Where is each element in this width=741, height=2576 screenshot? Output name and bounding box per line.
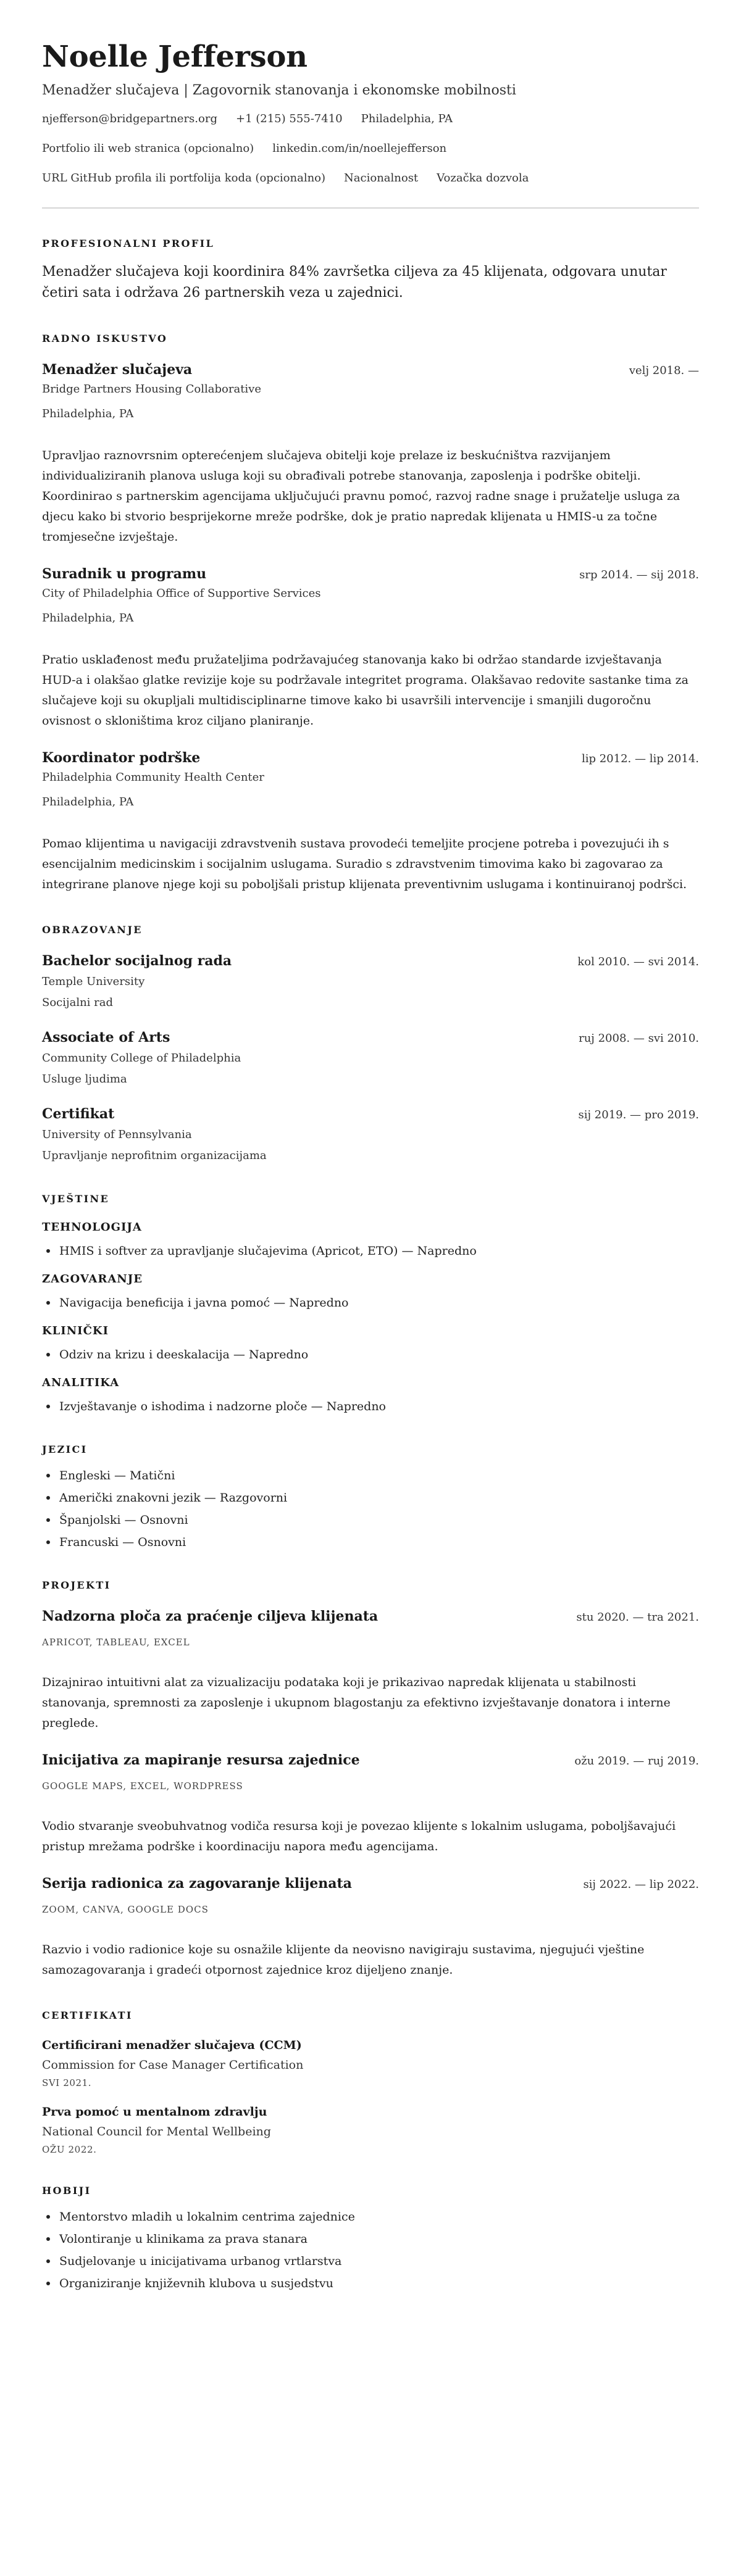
education-entry bbox=[42, 952, 699, 1011]
contact-row-extra bbox=[42, 170, 699, 186]
contact-location: Philadelphia, PA bbox=[361, 112, 453, 125]
hobby-item: Volontiranje u klinikama za prava stanara bbox=[42, 2231, 699, 2247]
degree-title: Associate of Arts bbox=[42, 1029, 170, 1045]
experience-heading: RADNO ISKUSTVO bbox=[42, 333, 168, 344]
experience-section bbox=[42, 332, 699, 895]
degree-dates: ruj 2008. — svi 2010. bbox=[579, 1032, 699, 1045]
certificate-name: Prva pomoć u mentalnom zdravlju bbox=[42, 2105, 267, 2119]
certificate-issuer: Commission for Case Manager Certification bbox=[42, 2058, 304, 2072]
job-dates: lip 2012. — lip 2014. bbox=[581, 752, 699, 765]
job-dates: velj 2018. — bbox=[629, 364, 699, 377]
job-description: Pratio usklađenost među pružateljima podržavajućeg stanovanja kako bi održao standarde izvještavanja HUD-a i olakšao glatke revizije koje su podržavale integritet programa. Olakšavao redovite sastanke tima za slučajeve koji su okupljali multidisciplinarne timove kako bi usavršili intervencije i smanjili dugoročnu ovisnost o skloništima kroz ciljano planiranje. bbox=[42, 653, 689, 728]
school-name: Community College of Philadelphia bbox=[42, 1052, 241, 1065]
project-name: Nadzorna ploča za praćenje ciljeva klijenata bbox=[42, 1608, 379, 1624]
language-item: Španjolski — Osnovni bbox=[42, 1512, 699, 1528]
skills-section bbox=[42, 1192, 699, 1415]
experience-entry bbox=[42, 749, 699, 895]
project-description: Vodio stvaranje sveobuhvatnog vodiča resursa koji je povezao klijente s lokalnim uslugama, poboljšavajući pristup mrežama podrške i koordinaciju napora među agencijama. bbox=[42, 1819, 676, 1853]
project-entry bbox=[42, 1751, 699, 1857]
hobbies-heading: HOBIJI bbox=[42, 2185, 91, 2196]
certificates-section bbox=[42, 2009, 699, 2156]
skill-list bbox=[42, 1398, 699, 1415]
hobby-item: Mentorstvo mladih u lokalnim centrima zajednice bbox=[42, 2209, 699, 2225]
skill-category: ZAGOVARANJE bbox=[42, 1273, 143, 1286]
school-name: Temple University bbox=[42, 975, 145, 988]
project-entry bbox=[42, 1607, 699, 1734]
certificate-date: OŽU 2022. bbox=[42, 2144, 97, 2155]
skill-list bbox=[42, 1347, 699, 1363]
project-description: Dizajnirao intuitivni alat za vizualizaciju podataka koji je prikazivao napredak klijenata u stabilnosti stanovanja, spremnosti za zaposlenje i ukupnom blagostanju za efektivno izvještavanje donatora i interne preglede. bbox=[42, 1676, 671, 1730]
degree-dates: sij 2019. — pro 2019. bbox=[578, 1108, 699, 1121]
job-employer: City of Philadelphia Office of Supportive Services bbox=[42, 587, 321, 600]
profile-heading: PROFESIONALNI PROFIL bbox=[42, 238, 215, 249]
project-entry bbox=[42, 1874, 699, 1980]
job-dates: srp 2014. — sij 2018. bbox=[579, 568, 699, 581]
hobby-item: Sudjelovanje u inicijativama urbanog vrtlarstva bbox=[42, 2253, 699, 2269]
skill-category: KLINIČKI bbox=[42, 1324, 109, 1337]
candidate-name: Noelle Jefferson bbox=[42, 39, 308, 74]
job-employer: Philadelphia Community Health Center bbox=[42, 771, 264, 784]
degree-dates: kol 2010. — svi 2014. bbox=[577, 955, 699, 968]
skill-category: TEHNOLOGIJA bbox=[42, 1221, 142, 1234]
project-name: Inicijativa za mapiranje resursa zajednice bbox=[42, 1752, 360, 1768]
languages-section bbox=[42, 1443, 699, 1550]
contact-driving-license: Vozačka dozvola bbox=[437, 172, 529, 185]
education-entry bbox=[42, 1105, 699, 1164]
certificate-date: SVI 2021. bbox=[42, 2077, 92, 2088]
degree-title: Bachelor socijalnog rada bbox=[42, 953, 232, 969]
job-title: Koordinator podrške bbox=[42, 750, 201, 766]
certificate-entry bbox=[42, 2104, 699, 2156]
hobbies-section bbox=[42, 2184, 699, 2291]
contact-linkedin[interactable]: linkedin.com/in/noellejefferson bbox=[272, 142, 447, 155]
certificate-name: Certificirani menadžer slučajeva (CCM) bbox=[42, 2038, 302, 2052]
skill-list bbox=[42, 1243, 699, 1259]
job-employer: Bridge Partners Housing Collaborative bbox=[42, 383, 262, 396]
contact-github[interactable]: URL GitHub profila ili portfolija koda (opcionalno) bbox=[42, 172, 326, 185]
contact-email[interactable]: njefferson@bridgepartners.org bbox=[42, 112, 217, 125]
contact-phone[interactable]: +1 (215) 555-7410 bbox=[235, 112, 343, 125]
study-field: Socijalni rad bbox=[42, 996, 114, 1009]
language-list bbox=[42, 1468, 699, 1550]
job-location: Philadelphia, PA bbox=[42, 407, 134, 420]
project-dates: sij 2022. — lip 2022. bbox=[583, 1878, 699, 1891]
language-item: Američki znakovni jezik — Razgovorni bbox=[42, 1490, 699, 1506]
project-dates: stu 2020. — tra 2021. bbox=[576, 1611, 699, 1624]
hobby-item: Organiziranje književnih klubova u susjedstvu bbox=[42, 2275, 699, 2291]
profile-summary: Menadžer slučajeva koji koordinira 84% završetka ciljeva za 45 klijenata, odgovara unutar četiri sata i održava 26 partnerskih veza u zajednici. bbox=[42, 264, 667, 301]
hobby-list bbox=[42, 2209, 699, 2291]
experience-entry bbox=[42, 360, 699, 547]
candidate-headline: Menadžer slučajeva | Zagovornik stanovanja i ekonomske mobilnosti bbox=[42, 83, 516, 98]
skill-item: Odziv na krizu i deeskalacija — Napredno bbox=[42, 1347, 699, 1363]
project-tech: GOOGLE MAPS, EXCEL, WORDPRESS bbox=[42, 1780, 243, 1792]
certificates-heading: CERTIFIKATI bbox=[42, 2009, 133, 2021]
job-title: Suradnik u programu bbox=[42, 566, 207, 582]
contact-row-primary bbox=[42, 111, 699, 127]
project-dates: ožu 2019. — ruj 2019. bbox=[574, 1755, 699, 1768]
study-field: Usluge ljudima bbox=[42, 1073, 127, 1086]
project-description: Razvio i vodio radionice koje su osnažile klijente da neovisno navigiraju sustavima, njegujući vještine samozagovaranja i gradeći otpornost zajednice kroz dijeljeno znanje. bbox=[42, 1943, 645, 1977]
study-field: Upravljanje neprofitnim organizacijama bbox=[42, 1149, 267, 1162]
education-section bbox=[42, 923, 699, 1164]
skill-item: Izvještavanje o ishodima i nadzorne ploče — Napredno bbox=[42, 1398, 699, 1415]
certificate-entry bbox=[42, 2037, 699, 2089]
certificate-issuer: National Council for Mental Wellbeing bbox=[42, 2125, 271, 2138]
languages-heading: JEZICI bbox=[42, 1444, 88, 1455]
skills-heading: VJEŠTINE bbox=[42, 1193, 110, 1205]
education-heading: OBRAZOVANJE bbox=[42, 924, 143, 936]
skill-category: ANALITIKA bbox=[42, 1376, 120, 1389]
school-name: University of Pennsylvania bbox=[42, 1128, 192, 1141]
contact-portfolio[interactable]: Portfolio ili web stranica (opcionalno) bbox=[42, 142, 254, 155]
skill-item: HMIS i softver za upravljanje slučajevima (Apricot, ETO) — Napredno bbox=[42, 1243, 699, 1259]
education-entry bbox=[42, 1028, 699, 1087]
skill-item: Navigacija beneficija i javna pomoć — Napredno bbox=[42, 1295, 699, 1311]
contact-nationality: Nacionalnost bbox=[344, 172, 419, 185]
project-tech: APRICOT, TABLEAU, EXCEL bbox=[42, 1637, 190, 1648]
projects-section bbox=[42, 1579, 699, 1980]
experience-entry bbox=[42, 565, 699, 731]
contact-row-links bbox=[42, 141, 699, 157]
skill-list bbox=[42, 1295, 699, 1311]
job-description: Pomao klijentima u navigaciji zdravstvenih sustava provodeći temeljite procjene potreba i povezujući ih s esencijalnim medicinskim i socijalnim uslugama. Suradio s zdravstvenim timovima kako bi zagovarao za integrirane planove njege koji su poboljšali pristup klijenata preventivnim uslugama i kontinuiranoj podršci. bbox=[42, 837, 687, 891]
job-location: Philadelphia, PA bbox=[42, 612, 134, 625]
language-item: Francuski — Osnovni bbox=[42, 1534, 699, 1550]
projects-heading: PROJEKTI bbox=[42, 1579, 111, 1591]
degree-title: Certifikat bbox=[42, 1106, 115, 1122]
job-title: Menadžer slučajeva bbox=[42, 362, 193, 378]
job-description: Upravljao raznovrsnim opterećenjem slučajeva obitelji koje prelaze iz beskućništva razvijanjem individualiziranih planova usluga koji su obrađivali potrebe stanovanja, zaposlenja i podrške obitelji. Koordinirao s partnerskim agencijama uključujući pravnu pomoć, razvoj radne snage i pružatelje usluga za djecu kako bi stvorio besprijekorne mreže podrške, dok je pratio napredak klijenata u HMIS-u za točne tromjesečne izvještaje. bbox=[42, 449, 680, 544]
profile-section bbox=[42, 237, 699, 304]
project-tech: ZOOM, CANVA, GOOGLE DOCS bbox=[42, 1904, 209, 1915]
job-location: Philadelphia, PA bbox=[42, 796, 134, 808]
header-divider bbox=[42, 207, 699, 209]
language-item: Engleski — Matični bbox=[42, 1468, 699, 1484]
project-name: Serija radionica za zagovaranje klijenata bbox=[42, 1876, 352, 1892]
